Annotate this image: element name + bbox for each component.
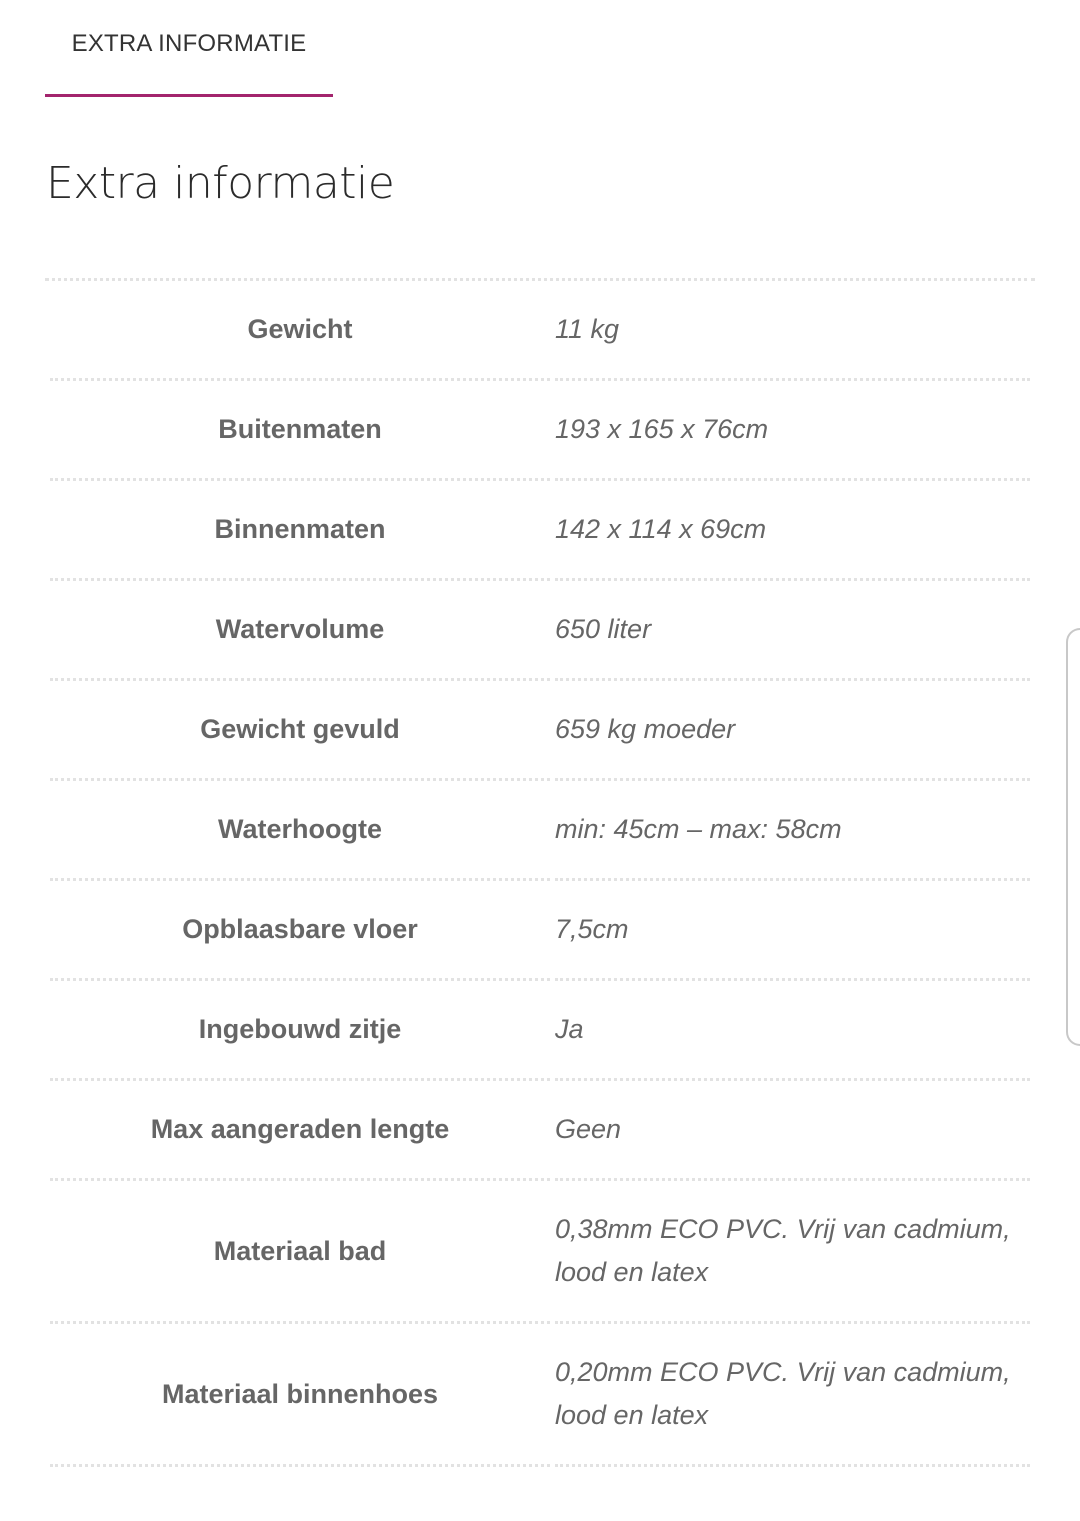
scroll-handle[interactable] — [1066, 628, 1080, 1046]
table-row — [50, 581, 1030, 681]
table-row — [50, 681, 1030, 781]
attribute-value: 650 liter — [555, 581, 1030, 681]
attribute-label: Waterhoogte — [50, 781, 550, 881]
tab-label: EXTRA INFORMATIE — [71, 30, 307, 57]
attribute-value: 11 kg — [555, 281, 1030, 381]
section-heading: Extra informatie — [46, 158, 395, 209]
tab-extra-informatie[interactable] — [45, 0, 333, 97]
attribute-value: 0,20mm ECO PVC. Vrij van cadmium, lood en latex — [555, 1324, 1030, 1467]
attribute-value: min: 45cm – max: 58cm — [555, 781, 1030, 881]
table-row — [50, 781, 1030, 881]
attribute-value: Ja — [555, 981, 1030, 1081]
table-row — [50, 981, 1030, 1081]
table-row — [50, 881, 1030, 981]
attribute-value: 193 x 165 x 76cm — [555, 381, 1030, 481]
attribute-label: Gewicht gevuld — [50, 681, 550, 781]
attribute-value: 142 x 114 x 69cm — [555, 481, 1030, 581]
table-row — [50, 481, 1030, 581]
attribute-label: Materiaal binnenhoes — [50, 1324, 550, 1467]
table-row — [50, 1324, 1030, 1467]
attributes-table — [50, 281, 1030, 1467]
attribute-label: Buitenmaten — [50, 381, 550, 481]
table-row — [50, 1081, 1030, 1181]
attribute-label: Gewicht — [50, 281, 550, 381]
attribute-label: Opblaasbare vloer — [50, 881, 550, 981]
table-row — [50, 281, 1030, 381]
attribute-label: Binnenmaten — [50, 481, 550, 581]
attribute-label: Max aangeraden lengte — [50, 1081, 550, 1181]
attribute-value: 659 kg moeder — [555, 681, 1030, 781]
attribute-label: Ingebouwd zitje — [50, 981, 550, 1081]
attribute-value: 0,38mm ECO PVC. Vrij van cadmium, lood en latex — [555, 1181, 1030, 1324]
attribute-label: Materiaal bad — [50, 1181, 550, 1324]
attribute-value: Geen — [555, 1081, 1030, 1181]
table-row — [50, 1181, 1030, 1324]
attribute-label: Watervolume — [50, 581, 550, 681]
table-row — [50, 381, 1030, 481]
attribute-value: 7,5cm — [555, 881, 1030, 981]
